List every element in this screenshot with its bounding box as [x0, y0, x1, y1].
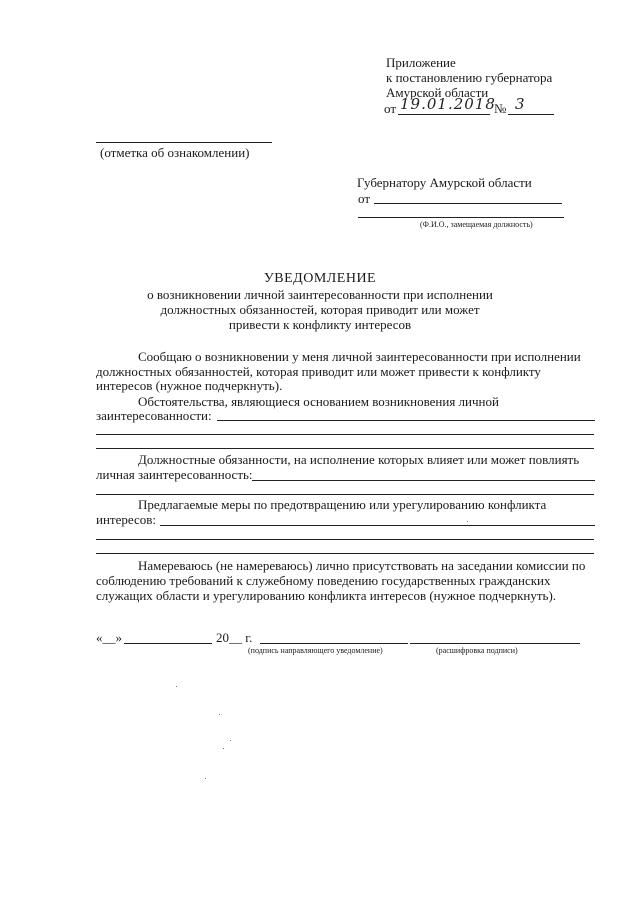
scan-speck: [219, 714, 220, 715]
number-underline: [508, 114, 554, 115]
appendix-date-handwritten: 19.01.2018: [400, 95, 496, 113]
scan-speck: [467, 521, 468, 522]
paragraph-2-line-1: Обстоятельства, являющиеся основанием возникновения личной: [138, 394, 499, 409]
signature-sign-line[interactable]: [260, 643, 408, 644]
appendix-date-prefix: от: [384, 101, 397, 116]
addressee-from-prefix: от: [358, 191, 371, 206]
paragraph-2-line-2: заинтересованности:: [96, 408, 212, 423]
measures-fill-line-1[interactable]: [160, 525, 595, 526]
addressee-second-line: [358, 217, 564, 218]
scan-speck: [230, 740, 231, 741]
paragraph-5-line-2: соблюдению требований к служебному поведению государственных гражданских: [96, 573, 551, 588]
circumstances-fill-line-2[interactable]: [96, 434, 594, 435]
paragraph-1-line-2: должностных обязанностей, которая приводит или может привести к конфликту: [96, 364, 541, 379]
paragraph-5-line-1: Намереваюсь (не намереваюсь) лично присутствовать на заседании комиссии по: [138, 558, 586, 573]
duties-fill-line-1[interactable]: [252, 480, 595, 481]
measures-fill-line-2[interactable]: [96, 539, 594, 540]
duties-fill-line-2[interactable]: [96, 494, 594, 495]
signature-decoding-caption: (расшифровка подписи): [436, 646, 518, 655]
addressee-from-caption: (Ф.И.О., замещаемая должность): [420, 220, 533, 229]
circumstances-fill-line-1[interactable]: [217, 420, 595, 421]
paragraph-1-line-3: интересов (нужное подчеркнуть).: [96, 378, 283, 393]
document-subtitle-line-1: о возникновении личной заинтересованности при исполнении: [147, 287, 493, 302]
appendix-number-prefix: №: [494, 101, 507, 116]
signature-month-line[interactable]: [124, 643, 212, 644]
signature-sign-caption: (подпись направляющего уведомление): [248, 646, 383, 655]
addressee-from-line: [374, 203, 562, 204]
measures-fill-line-3[interactable]: [96, 553, 594, 554]
paragraph-1-line-1: Сообщаю о возникновении у меня личной заинтересованности при исполнении: [138, 349, 581, 364]
appendix-decree: к постановлению губернатора: [386, 70, 553, 85]
addressee-to: Губернатору Амурской области: [357, 175, 532, 190]
signature-day: «__»: [96, 630, 122, 645]
paragraph-4-line-1: Предлагаемые меры по предотвращению или урегулированию конфликта: [138, 497, 547, 512]
paragraph-3-line-2: личная заинтересованность:: [96, 467, 253, 482]
acknowledgement-caption: (отметка об ознакомлении): [100, 145, 250, 160]
appendix-title: Приложение: [386, 55, 456, 70]
signature-decoding-line[interactable]: [410, 643, 580, 644]
appendix-region: Амурской области: [386, 85, 489, 100]
acknowledgement-line: [96, 142, 272, 143]
document-subtitle-line-2: должностных обязанностей, которая приводит или может: [160, 302, 480, 317]
scan-speck: [223, 748, 224, 749]
document-title: УВЕДОМЛЕНИЕ: [263, 271, 377, 286]
date-underline: [398, 114, 490, 115]
document-subtitle-line-3: привести к конфликту интересов: [228, 317, 412, 332]
paragraph-3-line-1: Должностные обязанности, на исполнение которых влияет или может повлиять: [138, 452, 580, 467]
paragraph-5-line-3: служащих области и урегулированию конфликта интересов (нужное подчеркнуть).: [96, 588, 557, 603]
signature-year: 20__ г.: [216, 630, 253, 645]
scan-speck: [205, 778, 206, 779]
appendix-number-handwritten: 3: [515, 95, 526, 113]
circumstances-fill-line-3[interactable]: [96, 448, 594, 449]
scan-speck: [176, 686, 177, 687]
paragraph-4-line-2: интересов:: [96, 512, 156, 527]
